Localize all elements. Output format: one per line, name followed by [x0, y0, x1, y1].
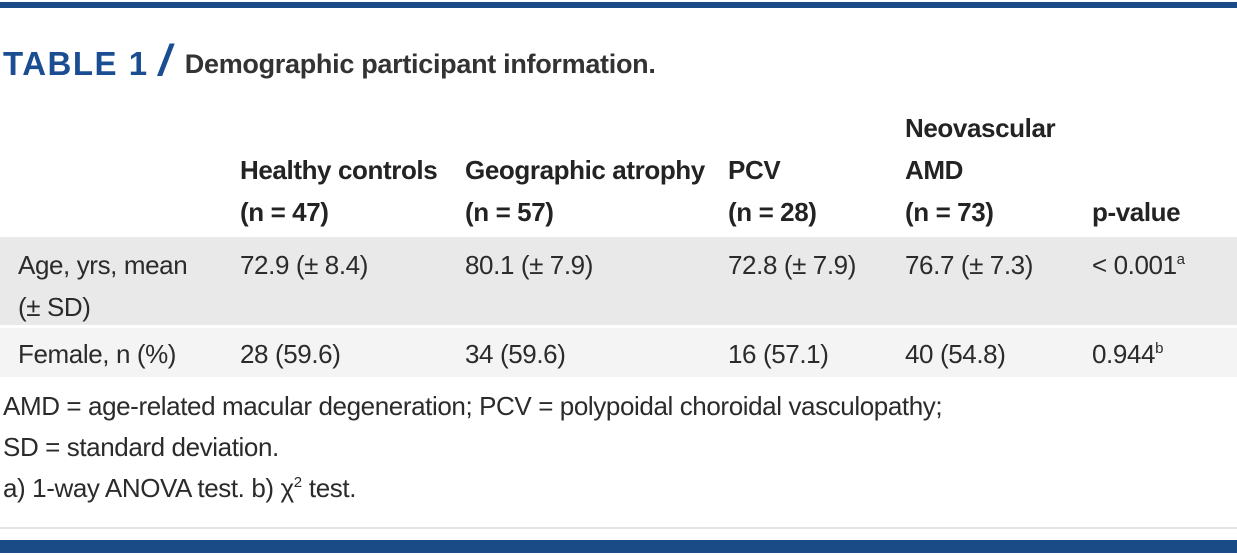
- bottom-bar: [0, 540, 1237, 553]
- col-header-p-value: p-value: [1092, 197, 1181, 227]
- table-row-age: [0, 237, 1237, 325]
- top-rule: [0, 2, 1237, 8]
- footnote-sd: SD = standard deviation.: [3, 432, 279, 462]
- superscript-marker-b: b: [1155, 340, 1164, 357]
- table-row-female: [0, 328, 1237, 377]
- row-label-female: Female, n (%): [18, 339, 177, 369]
- cell-age-healthy: 72.9 (± 8.4): [240, 250, 368, 280]
- col-header-healthy-controls: Healthy controls (n = 47): [240, 155, 438, 227]
- cell-female-neovascular: 40 (54.8): [905, 339, 1006, 369]
- chi-squared-exponent: 2: [293, 474, 303, 491]
- cell-age-neovascular: 76.7 (± 7.3): [905, 250, 1033, 280]
- footnote-abbreviations: AMD = age-related macular degeneration; PCV = polypoidal choroidal vasculopathy;: [3, 391, 943, 421]
- cell-female-pcv: 16 (57.1): [728, 339, 829, 369]
- col-header-neovascular-amd: Neovascular AMD (n = 73): [905, 113, 1056, 227]
- slash-separator: /: [158, 36, 171, 85]
- table-number-label: TABLE 1: [3, 45, 149, 82]
- row-label-age: Age, yrs, mean (± SD): [18, 250, 188, 322]
- footnote-tests: a) 1-way ANOVA test. b) $\chi^2$ test.: [3, 473, 357, 503]
- cell-age-pcv: 72.8 (± 7.9): [728, 250, 856, 280]
- cell-age-geographic: 80.1 (± 7.9): [465, 250, 593, 280]
- table-title: Demographic participant information.: [184, 48, 656, 79]
- table-caption: [3, 36, 656, 86]
- cell-female-geographic: 34 (59.6): [465, 339, 566, 369]
- col-header-pcv: PCV (n = 28): [728, 155, 817, 227]
- cell-age-p-value: < 0.001$^a$: [1092, 250, 1186, 280]
- cell-female-p-value: 0.944$^b$: [1092, 339, 1164, 369]
- bottom-rule: [0, 527, 1237, 529]
- table-header-row: [0, 105, 1237, 237]
- cell-female-healthy: 28 (59.6): [240, 339, 341, 369]
- col-header-geographic-atrophy: Geographic atrophy (n = 57): [465, 155, 705, 227]
- table-footnotes: [3, 386, 942, 513]
- demographics-table: [0, 105, 1237, 377]
- superscript-marker-a: a: [1176, 251, 1186, 268]
